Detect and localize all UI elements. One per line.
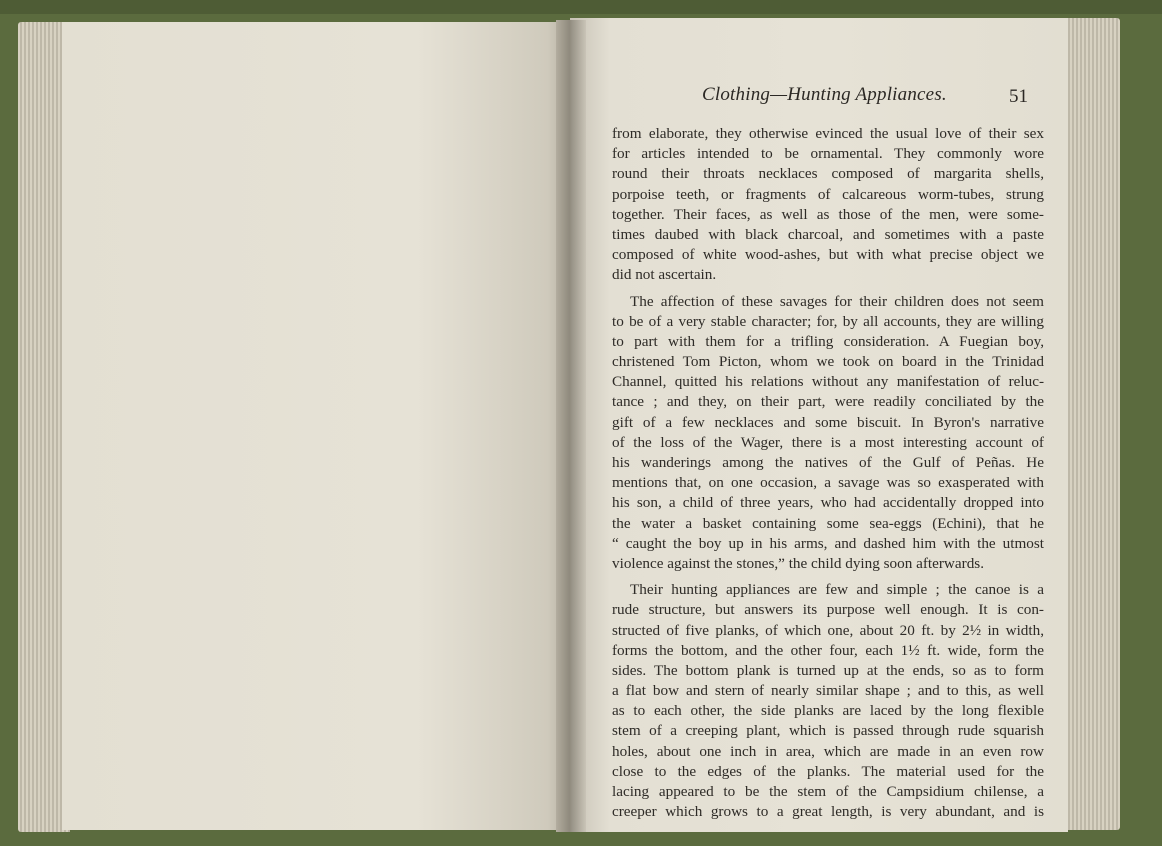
text-line: his wanderings among the natives of the Gulf of Peñas. He: [612, 454, 1044, 471]
text-line: as to each other, the side planks are laced by the long flexible: [612, 702, 1044, 720]
book-cover-edge: [0, 0, 1162, 14]
book-gutter: [556, 20, 586, 832]
text-line: a flat bow and stern of nearly similar shape ; and to this, as well: [612, 682, 1044, 700]
text-line: composed of white wood-ashes, but with what precise object we: [612, 246, 1044, 264]
text-line: to part with them for a trifling consideration. A Fuegian boy,: [612, 332, 1044, 350]
right-page-stack: [1062, 18, 1120, 830]
running-head: Clothing—Hunting Appliances.: [702, 84, 947, 105]
text-line: for articles intended to be ornamental. They commonly wore: [612, 145, 1044, 163]
paragraph-3: [612, 580, 1044, 822]
text-line: christened Tom Picton, whom we took on board in the Trinidad: [612, 353, 1044, 371]
page-number: 51: [1009, 86, 1028, 107]
text-line: times daubed with black charcoal, and sometimes with a paste: [612, 225, 1044, 243]
text-line: round their throats necklaces composed of margarita shells,: [612, 165, 1044, 183]
text-line: Their hunting appliances are few and simple ; the canoe is a: [630, 581, 1044, 599]
text-line: the water a basket containing some sea-eggs (Echini), that he: [612, 514, 1044, 532]
text-line: forms the bottom, and the other four, each 1½ ft. wide, form the: [612, 641, 1044, 659]
text-line: The affection of these savages for their children does not seem: [630, 292, 1044, 310]
body-text: [612, 124, 1044, 822]
paragraph-1: [612, 124, 1044, 286]
text-line: Channel, quitted his relations without any manifestation of reluc-: [612, 373, 1044, 391]
text-line: porpoise teeth, or fragments of calcareous worm-tubes, strung: [612, 185, 1044, 203]
text-line: his son, a child of three years, who had accidentally dropped into: [612, 494, 1044, 512]
paragraph-2: [612, 292, 1044, 575]
text-line: creeper which grows to a great length, is very abundant, and is: [612, 803, 1044, 821]
text-line: structed of five planks, of which one, about 20 ft. by 2½ in width,: [612, 621, 1044, 639]
text-line: holes, about one inch in area, which are made in an even row: [612, 742, 1044, 760]
text-line: sides. The bottom plank is turned up at the ends, so as to form: [612, 661, 1044, 679]
text-line: mentions that, on one occasion, a savage was so exasperated with: [612, 474, 1044, 492]
page-header: [600, 84, 1030, 114]
text-line: close to the edges of the planks. The material used for the: [612, 762, 1044, 780]
text-line: to be of a very stable character; for, by all accounts, they are willing: [612, 312, 1044, 330]
left-page-blank: [62, 22, 568, 830]
text-line: lacing appeared to be the stem of the Campsidium chilense, a: [612, 783, 1044, 800]
text-line: from elaborate, they otherwise evinced the usual love of their sex: [612, 125, 1044, 142]
text-line: gift of a few necklaces and some biscuit. In Byron's narrative: [612, 413, 1044, 431]
text-line: together. Their faces, as well as those of the men, were some-: [612, 205, 1044, 223]
text-line: stem of a creeping plant, which is passed through rude squarish: [612, 722, 1044, 740]
text-line: violence against the stones,” the child dying soon afterwards.: [612, 554, 984, 572]
text-line: of the loss of the Wager, there is a most interesting account of: [612, 433, 1044, 451]
text-line: did not ascertain.: [612, 266, 717, 284]
text-line: tance ; and they, on their part, were readily conciliated by the: [612, 393, 1044, 411]
text-line: rude structure, but answers its purpose well enough. It is con-: [612, 601, 1044, 619]
text-line: “ caught the boy up in his arms, and dashed him with the utmost: [612, 534, 1044, 552]
